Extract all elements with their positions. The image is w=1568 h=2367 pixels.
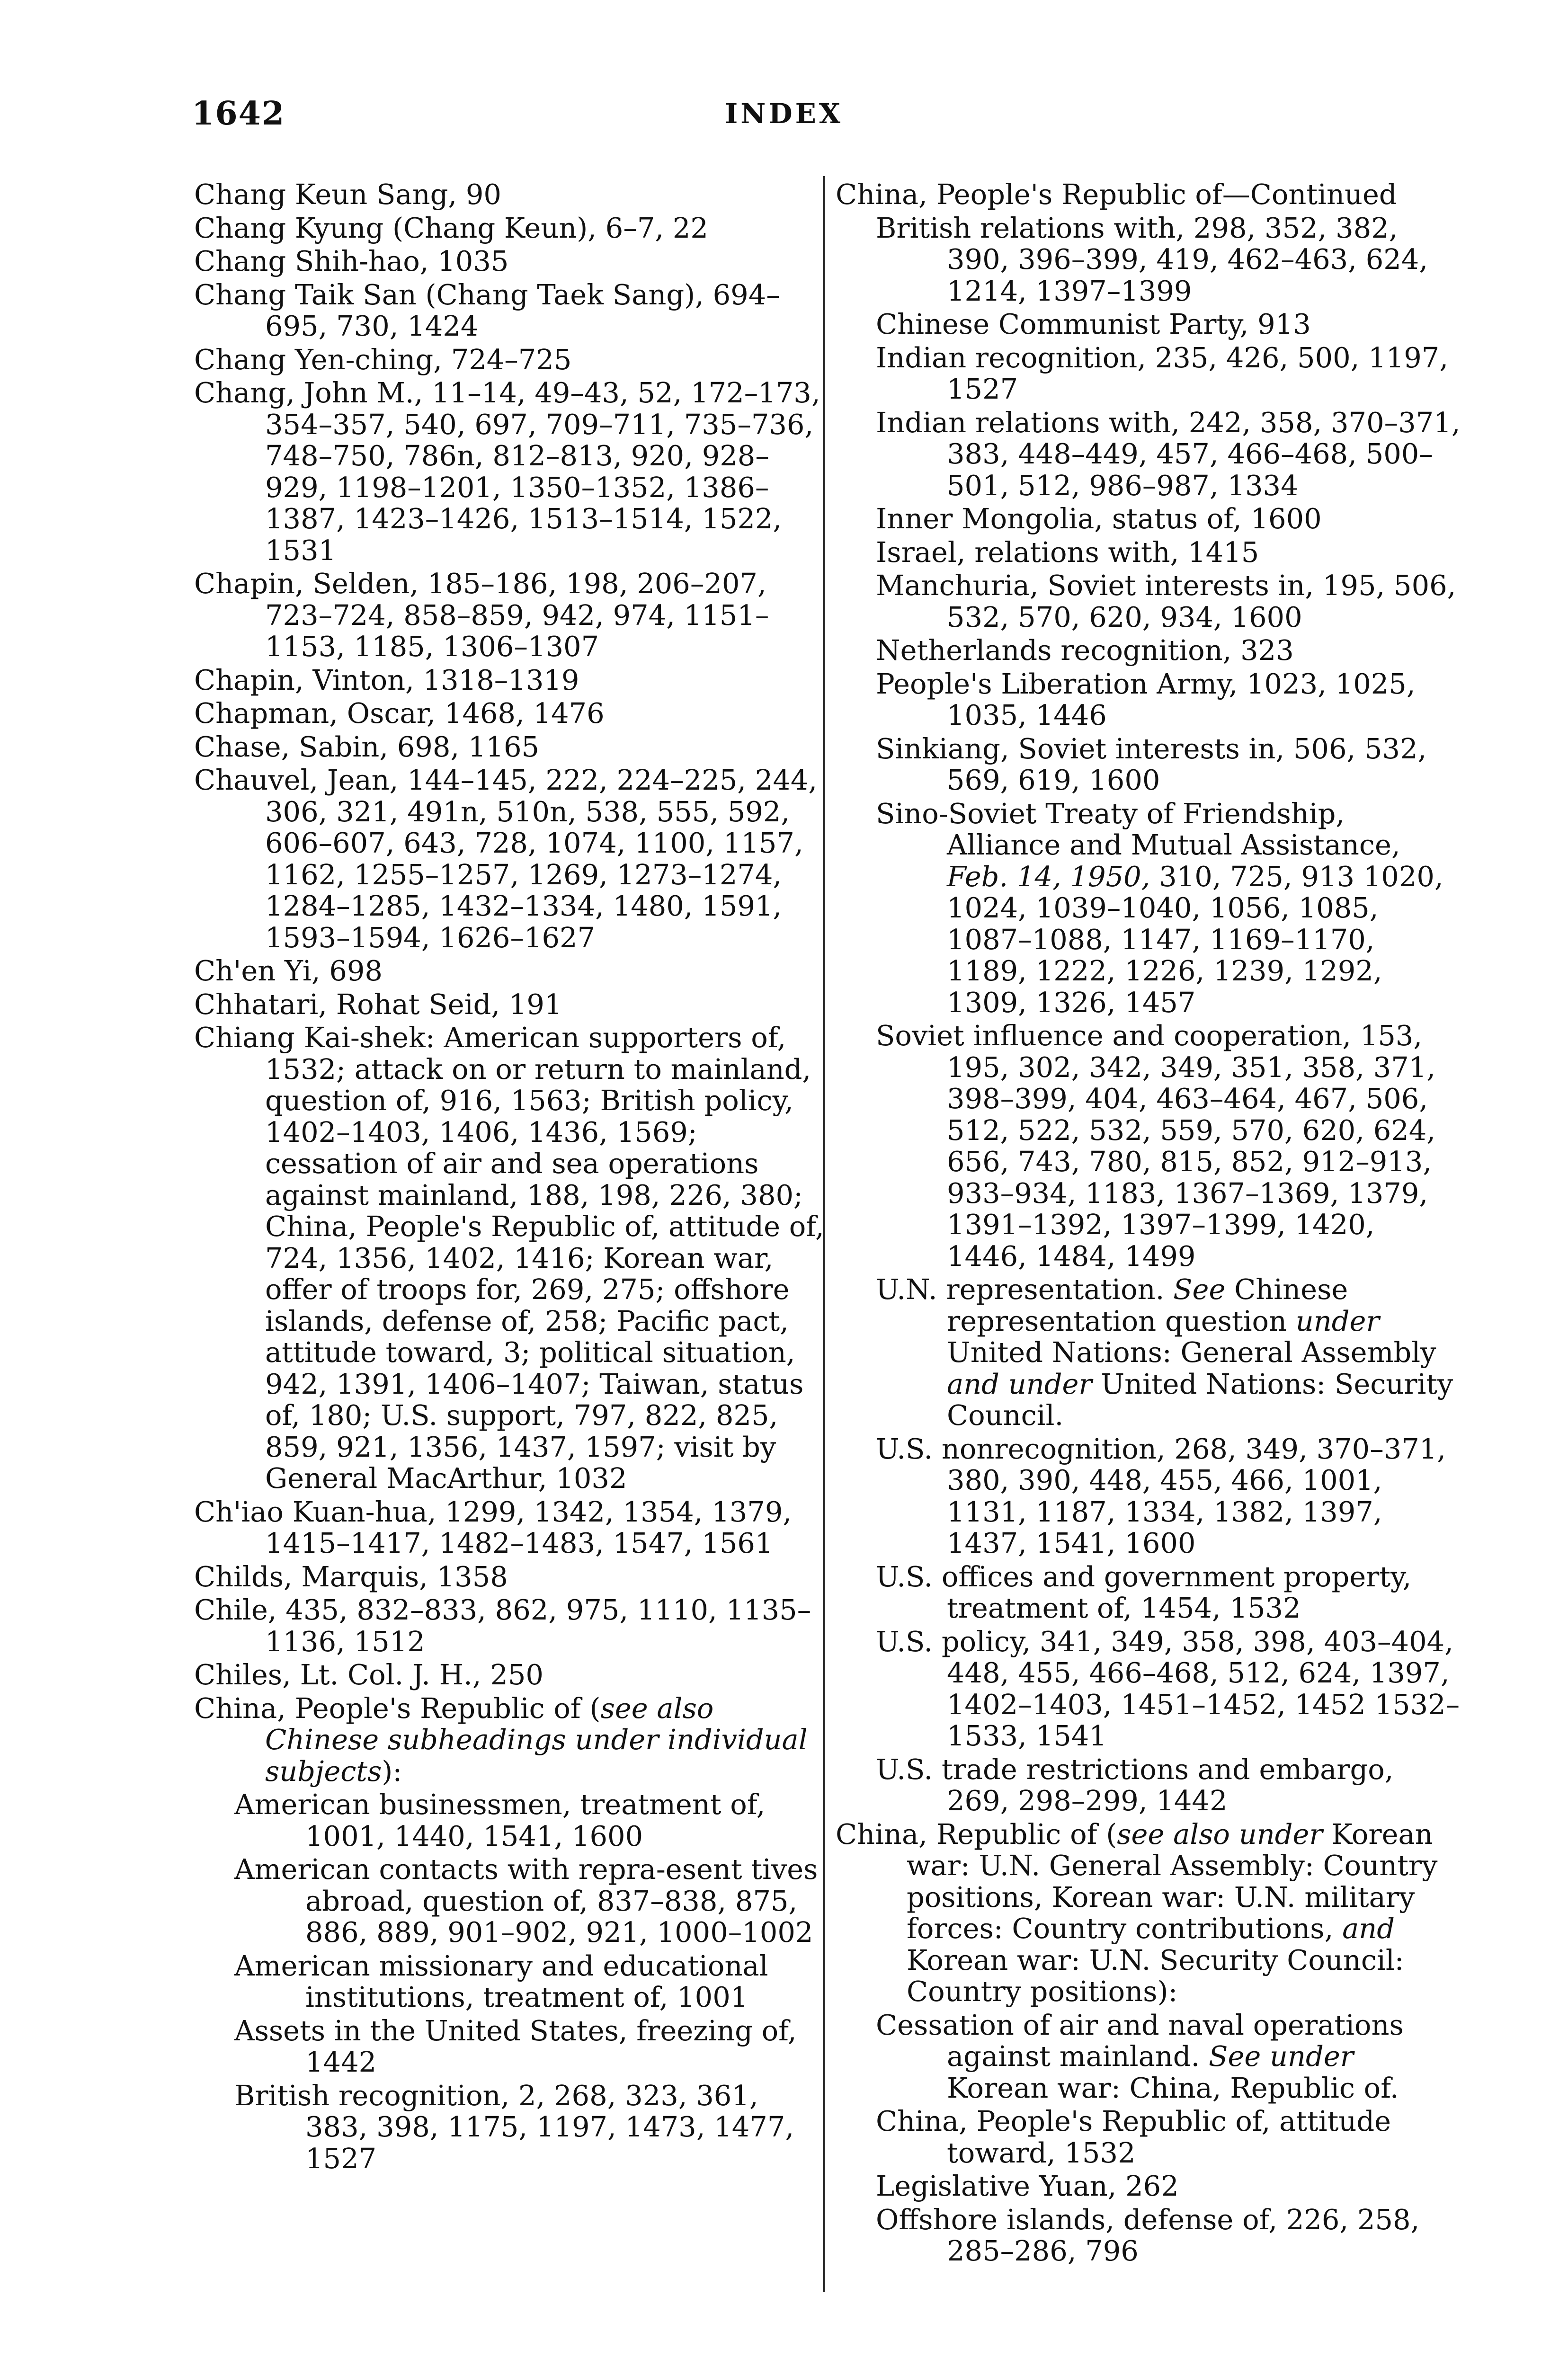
index-subentry: People's Liberation Army, 1023, 1025, 1035, 1446 [876, 667, 1416, 731]
index-subentry: American contacts with repra-esent tives abroad, question of, 837–838, 875, 886, 889, 901–902, 921, 1000–1002 [234, 1853, 818, 1949]
entry-text: Sino-Soviet Treaty of Friendship, Alliance and Mutual Assistance, [876, 797, 1400, 861]
cross-reference-label: and [1342, 1912, 1395, 1945]
index-subentry: Israel, relations with, 1415 [876, 535, 1259, 569]
index-entry: Chang Taik San (Chang Taek Sang), 694–695, 730, 1424 [194, 278, 780, 342]
index-subentry: China, People's Republic of, attitude toward, 1532 [876, 2105, 1391, 2169]
entry-text: U.N. representation. [876, 1273, 1174, 1306]
entry-text: China, People's Republic of ( [194, 1691, 601, 1725]
index-subentry: American businessmen, treatment of, 1001, 1440, 1541, 1600 [234, 1788, 766, 1852]
entry-text: Cessation of air and naval operations against mainland. [876, 2008, 1404, 2073]
index-subentry-treaty [876, 798, 1461, 1019]
index-subentry: Chinese Communist Party, 913 [876, 308, 1311, 340]
index-subentry: American missionary and educational institutions, treatment of, 1001 [234, 1949, 768, 2013]
entry-text: United Nations: Security Council. [947, 1367, 1453, 1432]
index-entry: Chang Yen-ching, 724–725 [194, 343, 572, 376]
index-entry: Chiles, Lt. Col. J. H., 250 [194, 1658, 543, 1691]
index-subentry: Legislative Yuan, 262 [876, 2170, 1179, 2202]
index-entry: Chang Keun Sang, 90 [194, 178, 501, 211]
entry-text: Chinese representation question [947, 1273, 1348, 1337]
index-subentry: U.S. trade restrictions and embargo, 269, 298–299, 1442 [876, 1753, 1394, 1817]
index-subentry: Manchuria, Soviet interests in, 195, 506, 532, 570, 620, 934, 1600 [876, 569, 1456, 633]
index-entry: Chang, John M., 11–14, 49–43, 52, 172–173, 354–357, 540, 697, 709–711, 735–736, 748–750, 786n, 812–813, 920, 928–929, 1198–1201, 1350–1352, 1386–1387, 1423–1426, 1513–1514, 1522, 1531 [194, 376, 820, 567]
index-subentry: Assets in the United States, freezing of, 1442 [234, 2014, 797, 2078]
index-entry: Chile, 435, 832–833, 862, 975, 1110, 1135–1136, 1512 [194, 1593, 811, 1658]
index-subentry: British relations with, 298, 352, 382, 390, 396–399, 419, 462–463, 624, 1214, 1397–1399 [876, 211, 1428, 307]
index-entry: Ch'iao Kuan-hua, 1299, 1342, 1354, 1379, 1415–1417, 1482–1483, 1547, 1561 [194, 1495, 792, 1559]
cross-reference-label: and under [947, 1367, 1092, 1400]
cross-reference-label: See under [1209, 2040, 1354, 2073]
entry-text: Korean war: China, Republic of. [947, 2071, 1399, 2104]
index-entry: Chase, Sabin, 698, 1165 [194, 730, 540, 763]
index-subentry: Soviet influence and cooperation, 153, 195, 302, 342, 349, 351, 358, 371, 398–399, 404, 463–464, 467, 506, 512, 522, 532, 559, 570, 620, 624, 656, 743, 780, 815, 852, 912–913, 933–934, 1183, 1367–1369, 1379, 1391–1392, 1397–1399, 1420, 1446, 1484, 1499 [876, 1019, 1436, 1272]
index-entry: Chauvel, Jean, 144–145, 222, 224–225, 244, 306, 321, 491n, 510n, 538, 555, 592, 606–607, 643, 728, 1074, 1100, 1157, 1162, 1255–1257, 1269, 1273–1274, 1284–1285, 1432–1334, 1480, 1591, 1593–1594, 1626–1627 [194, 764, 818, 954]
cross-reference-label: under [1295, 1304, 1380, 1337]
index-entry: Childs, Marquis, 1358 [194, 1560, 508, 1593]
index-entry: Chang Kyung (Chang Keun), 6–7, 22 [194, 211, 708, 244]
entry-text: Korean war: U.N. Security Council: Country positions): [907, 1943, 1404, 2008]
index-subentry: U.S. policy, 341, 349, 358, 398, 403–404, 448, 455, 466–468, 512, 624, 1397, 1402–1403, 1451–1452, 1452 1532–1533, 1541 [876, 1625, 1460, 1752]
index-entry: Ch'en Yi, 698 [194, 954, 383, 987]
index-entry: Chhatari, Rohat Seid, 191 [194, 988, 562, 1021]
running-head: INDEX [725, 98, 843, 130]
index-entry-china-roc [836, 1819, 1461, 2008]
continued-heading: China, People's Republic of—Continued [836, 178, 1397, 211]
index-entry: Chapin, Vinton, 1318–1319 [194, 663, 579, 696]
left-column [194, 179, 829, 2176]
cross-reference-label: see also under [1117, 1817, 1323, 1851]
index-subentry: Indian recognition, 235, 426, 500, 1197, 1527 [876, 341, 1449, 405]
cross-reference-label: see also [600, 1691, 714, 1725]
entry-text: United Nations: General Assembly [947, 1336, 1436, 1369]
index-subentry: Sinkiang, Soviet interests in, 506, 532, 569, 619, 1600 [876, 732, 1427, 796]
right-column [836, 179, 1461, 2269]
index-subentry: Offshore islands, defense of, 226, 258, 285–286, 796 [876, 2203, 1420, 2267]
treaty-date: Feb. 14, 1950, [947, 860, 1150, 893]
page-number: 1642 [192, 95, 285, 133]
index-subentry: U.S. nonrecognition, 268, 349, 370–371, 380, 390, 448, 455, 466, 1001, 1131, 1187, 1334, 1382, 1397, 1437, 1541, 1600 [876, 1432, 1446, 1559]
index-entry: Chapin, Selden, 185–186, 198, 206–207, 723–724, 858–859, 942, 974, 1151–1153, 1185, 1306–1307 [194, 567, 769, 663]
index-entry: Chapman, Oscar, 1468, 1476 [194, 697, 605, 730]
index-subentry: Netherlands recognition, 323 [876, 634, 1294, 667]
cross-reference-text: Chinese subheadings under individual subjects [265, 1723, 808, 1788]
entry-text: ): [382, 1754, 402, 1788]
index-subentry: British recognition, 2, 268, 323, 361, 383, 398, 1175, 1197, 1473, 1477, 1527 [234, 2079, 794, 2175]
index-entry: Chang Shih-hao, 1035 [194, 245, 509, 277]
index-subentry-un-representation [876, 1274, 1461, 1432]
index-subentry: Inner Mongolia, status of, 1600 [876, 502, 1322, 535]
index-subentry: Indian relations with, 242, 358, 370–371, 383, 448–449, 457, 466–468, 500–501, 512, 986–987, 1334 [876, 406, 1461, 502]
entry-text: China, Republic of ( [836, 1817, 1117, 1851]
index-subentry: U.S. offices and government property, treatment of, 1454, 1532 [876, 1560, 1412, 1624]
index-subentry-cessation [876, 2010, 1461, 2104]
entry-text: Korean war: U.N. General Assembly: Country positions, Korean war: U.N. military forces: Country contributions, [907, 1817, 1438, 1945]
index-entry: Chiang Kai-shek: American supporters of, 1532; attack on or return to mainland, question of, 916, 1563; British policy, 1402–1403, 1406, 1436, 1569; cessation of air and sea operations against mainland, 188, 198, 226, 380; China, People's Republic of, attitude of, 724, 1356, 1402, 1416; Korean war, offer of troops for, 269, 275; offshore islands, defense of, 258; Pacific pact, attitude toward, 3; political situation, 942, 1391, 1406–1407; Taiwan, status of, 180; U.S. support, 797, 822, 825, 859, 921, 1356, 1437, 1597; visit by General MacArthur, 1032 [194, 1021, 824, 1495]
cross-reference-label: See [1173, 1273, 1226, 1306]
index-entry-china-prc [194, 1693, 829, 1788]
entry-pages: 310, 725, 913 1020, 1024, 1039–1040, 1056, 1085, 1087–1088, 1147, 1169–1170, 1189, 1222, 1226, 1239, 1292, 1309, 1326, 1457 [947, 860, 1443, 1019]
